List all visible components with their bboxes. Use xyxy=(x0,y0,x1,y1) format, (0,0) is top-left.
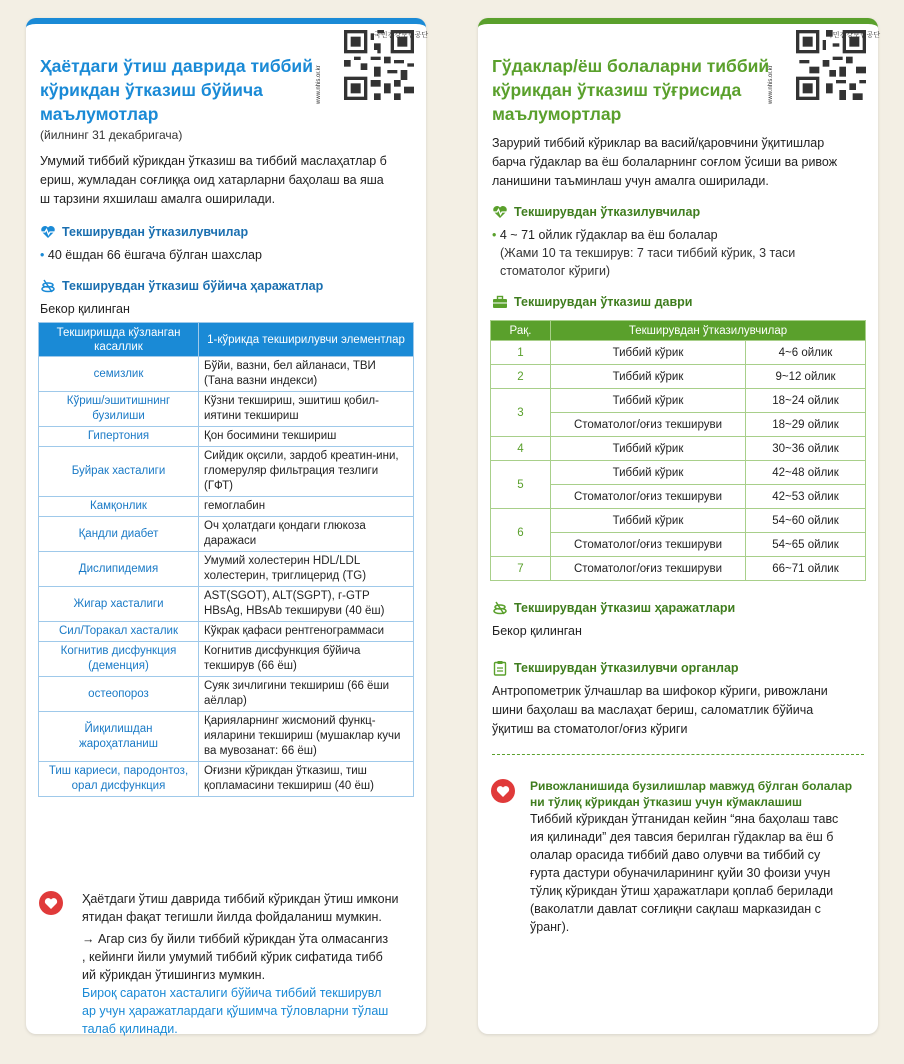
number-cell: 6 xyxy=(491,509,551,557)
title-line: Гўдаклар/ёш болаларни тиббий xyxy=(492,56,770,76)
number-cell: 7 xyxy=(491,557,551,581)
table-row xyxy=(39,427,414,447)
items-cell: Оч ҳолатдаги қондаги глюкоза даражаси xyxy=(199,517,414,552)
disease-cell: Йиқилишдан жароҳатланиш xyxy=(39,712,199,762)
items-cell: Бўйи, вазни, бел айланаси, ТВИ (Тана вазни индекси) xyxy=(199,357,414,392)
exam-type-cell: Тиббий кўрик xyxy=(551,437,746,461)
section-orgs xyxy=(492,660,739,676)
note-line: → Агар сиз бу йили тиббий кўрикдан ўта олмасангиз xyxy=(82,932,389,946)
briefcase-icon xyxy=(492,294,508,310)
table-row xyxy=(39,392,414,427)
heart-pulse-icon xyxy=(492,204,508,220)
intro-line: барча гўдаклар ва ёш болаларнинг соғлом ўсиши ва ривож xyxy=(492,155,838,169)
note-block xyxy=(82,890,422,1038)
section-label: Текширувдан ўтказиш даври xyxy=(514,295,693,309)
subjects-item: • 4 ~ 71 ойлик гўдаклар ва ёш болалар (Жами 10 та текширув: 7 таси тиббий кўрик, 3 таси стоматолог кўриги) xyxy=(492,228,796,278)
qr-code-icon[interactable] xyxy=(344,30,414,100)
table-row xyxy=(39,622,414,642)
note-block xyxy=(530,778,874,936)
items-cell: Суяк зичлигини текшириш (66 ёши аёллар) xyxy=(199,677,414,712)
qr-org-label: 국민건강보험공단 xyxy=(826,32,881,39)
table-row xyxy=(39,517,414,552)
table-row xyxy=(491,437,866,461)
age-range-cell: 42~53 ойлик xyxy=(746,485,866,509)
items-cell: Қарияларнинг жисмоний функц-ияларини текшириш (мушаклар кучи ва мувозанат: 66 ёш) xyxy=(199,712,414,762)
exam-type-cell: Тиббий кўрик xyxy=(551,341,746,365)
exam-type-cell: Тиббий кўрик xyxy=(551,389,746,413)
note-line: ўранг). xyxy=(530,920,570,934)
section-period xyxy=(492,294,692,310)
age-range-cell: 66~71 ойлик xyxy=(746,557,866,581)
title-line: маълумортлар xyxy=(492,104,622,124)
age-range-cell: 18~29 ойлик xyxy=(746,413,866,437)
note-title-line: ни тўлиқ кўрикдан ўтказиш учун кўмаклашиш xyxy=(530,795,802,809)
disease-cell: Камқонлик xyxy=(39,497,199,517)
orgs-line: Антропометрик ўлчашлар ва шифокор кўриги, ривожлани xyxy=(492,684,828,698)
age-range-cell: 18~24 ойлик xyxy=(746,389,866,413)
subjects-detail-line: (Жами 10 та текширув: 7 таси тиббий кўрик, 3 таси xyxy=(500,246,796,260)
items-cell: Оғизни кўрикдан ўтказиш, тиш қопламасини текшириш (40 ёш) xyxy=(199,762,414,797)
header-items: 1-кўрикда текширилувчи элементлар xyxy=(199,323,414,357)
orgs-paragraph xyxy=(492,682,868,739)
title-line: кўрикдан ўтказиш тўғрисида xyxy=(492,80,742,100)
qr-url-label: www.nhis.or.kr xyxy=(316,65,322,104)
disease-cell: Когнитив дисфункция (деменция) xyxy=(39,642,199,677)
table-row xyxy=(39,447,414,497)
items-cell: Когнитив дисфункция бўйича текширув (66 ёш) xyxy=(199,642,414,677)
note-line: ар учун ҳаражатлардаги қўшимча тўловларни тўлаш xyxy=(82,1004,389,1018)
subjects-text: 40 ёшдан 66 ёшгача бўлган шахслар xyxy=(47,248,262,262)
intro-paragraph xyxy=(492,134,868,191)
intro-line: Умумий тиббий кўрикдан ўтказиш ва тиббий маслаҳатлар б xyxy=(40,154,387,168)
exam-type-cell: Тиббий кўрик xyxy=(551,461,746,485)
disease-cell: Жигар хасталиги xyxy=(39,587,199,622)
intro-line: ериш, жумладан соғлиққа оид хатарларни баҳолаш ва яша xyxy=(40,173,384,187)
header-disease: Текширишда кўзланган касаллик xyxy=(39,323,199,357)
note-line: Ҳаётдаги ўтиш даврида тиббий кўрикдан ўтиш имкони xyxy=(82,892,399,906)
disease-cell: Қандли диабет xyxy=(39,517,199,552)
disease-cell: остеопороз xyxy=(39,677,199,712)
intro-line: ланишини таъминлаш учун амалга оширилади. xyxy=(492,174,769,188)
table-row xyxy=(39,712,414,762)
disease-cell: Сил/Торакал хасталик xyxy=(39,622,199,642)
exam-type-cell: Стоматолог/оғиз текшируви xyxy=(551,413,746,437)
heart-pulse-icon xyxy=(40,224,56,240)
qr-code-icon[interactable] xyxy=(796,30,866,100)
disease-cell: Буйрак хасталиги xyxy=(39,447,199,497)
note-title-line: Ривожланишида бузилишлар мавжуд бўлган болалар xyxy=(530,779,853,793)
table-row xyxy=(491,461,866,485)
disease-cell: Кўриш/эшитишнинг бузилиши xyxy=(39,392,199,427)
orgs-line: шини баҳолаш ва маслаҳат бериш, саломатлик бўйича xyxy=(492,703,814,717)
disease-table xyxy=(38,322,414,797)
section-label: Текширувдан ўтказилувчилар xyxy=(514,205,701,219)
title-line: кўрикдан ўтказиш бўйича xyxy=(40,80,263,100)
age-range-cell: 30~36 ойлик xyxy=(746,437,866,461)
section-label: Текширувдан ўтказилувчилар xyxy=(62,225,249,239)
table-row xyxy=(491,509,866,533)
table-row xyxy=(39,677,414,712)
table-row xyxy=(491,389,866,413)
table-row xyxy=(39,497,414,517)
qr-url-label: www.nhis.or.kr xyxy=(768,65,774,104)
heart-note-icon xyxy=(490,778,516,804)
heart-note-icon xyxy=(38,890,64,916)
costs-text: Бекор қилинган xyxy=(40,302,130,316)
exam-type-cell: Стоматолог/оғиз текшируви xyxy=(551,533,746,557)
left-info-card xyxy=(26,18,429,1036)
note-line: талаб қилинади. xyxy=(82,1022,178,1036)
orgs-line: ўқитиш ва стоматолог/оғиз кўриги xyxy=(492,722,688,736)
age-range-cell: 54~65 ойлик xyxy=(746,533,866,557)
note-line: ий кўрикдан ўтишингиз мумкин. xyxy=(82,968,266,982)
section-subjects xyxy=(40,224,248,240)
table-row xyxy=(491,557,866,581)
clipboard-icon xyxy=(492,660,508,676)
note-line: Бироқ саратон хасталиги бўйича тиббий текширувл xyxy=(82,986,382,1000)
coins-icon xyxy=(40,278,56,294)
title-line: Ҳаётдаги ўтиш даврида тиббий xyxy=(40,56,313,76)
divider xyxy=(492,754,864,755)
intro-line: ш тарзини яхшилаш амалга оширилади. xyxy=(40,192,276,206)
disease-cell: Дислипидемия xyxy=(39,552,199,587)
items-cell: AST(SGOT), ALT(SGPT), г-GTP HBsAg, HBsAb текшируви (40 ёш) xyxy=(199,587,414,622)
note-line: тўлиқ кўрикдан ўтиш ҳаражатлари қоплаб берилади xyxy=(530,884,834,898)
page-title xyxy=(40,54,313,126)
exam-type-cell: Тиббий кўрик xyxy=(551,509,746,533)
section-costs xyxy=(492,600,735,616)
section-label: Текширувдан ўтказиш ҳаражатлари xyxy=(514,601,736,615)
subjects-item: • 40 ёшдан 66 ёшгача бўлган шахслар xyxy=(40,248,262,262)
coins-icon xyxy=(492,600,508,616)
items-cell: гемоглабин xyxy=(199,497,414,517)
table-row xyxy=(39,762,414,797)
subjects-detail-line: стоматолог кўриги) xyxy=(500,264,611,278)
items-cell: Кўзни текшириш, эшитиш қобил-иятини текшириш xyxy=(199,392,414,427)
qr-org-label: 국민건강보험공단 xyxy=(374,32,429,39)
right-info-card xyxy=(478,18,881,1034)
items-cell: Қон босимини текшириш xyxy=(199,427,414,447)
items-cell: Умумий холестерин HDL/LDL холестерин, триглицерид (TG) xyxy=(199,552,414,587)
note-line: , кейинги йили умумий тиббий кўрик сифатида тибб xyxy=(82,950,383,964)
page-title xyxy=(492,54,769,126)
age-range-cell: 54~60 ойлик xyxy=(746,509,866,533)
intro-line: Зарурий тиббий кўриклар ва васий/қаровчини ўқитишлар xyxy=(492,136,825,150)
intro-paragraph xyxy=(40,152,416,209)
age-range-cell: 4~6 ойлик xyxy=(746,341,866,365)
section-costs xyxy=(40,278,323,294)
note-line: (ваколатли давлат соғлиқни сақлаш марказидан с xyxy=(530,902,821,916)
table-row xyxy=(39,642,414,677)
header-exams: Текширувдан ўтказилувчилар xyxy=(551,321,866,341)
table-header-row xyxy=(39,323,414,357)
title-line: маълумотлар xyxy=(40,104,159,124)
costs-text: Бекор қилинган xyxy=(492,624,582,638)
items-cell: Кўкрак қафаси рентгенограммаси xyxy=(199,622,414,642)
note-line: олалар орасида тиббий даво олувчи ва тиббий су xyxy=(530,848,821,862)
note-line: Тиббий кўрикдан ўтганидан кейин “яна баҳолаш тавс xyxy=(530,812,839,826)
number-cell: 4 xyxy=(491,437,551,461)
table-row xyxy=(491,365,866,389)
number-cell: 5 xyxy=(491,461,551,509)
subjects-text: 4 ~ 71 ойлик гўдаклар ва ёш болалар xyxy=(499,228,718,242)
section-subjects xyxy=(492,204,700,220)
exam-type-cell: Стоматолог/оғиз текшируви xyxy=(551,485,746,509)
number-cell: 1 xyxy=(491,341,551,365)
number-cell: 3 xyxy=(491,389,551,437)
section-label: Текширувдан ўтказиш бўйича ҳаражатлар xyxy=(62,279,324,293)
disease-cell: Тиш кариеси, пародонтоз, орал дисфункция xyxy=(39,762,199,797)
note-line: ғурта дастури обуначиларининг қуйи 30 фоизи учун xyxy=(530,866,831,880)
number-cell: 2 xyxy=(491,365,551,389)
table-row xyxy=(491,341,866,365)
section-label: Текширувдан ўтказилувчи органлар xyxy=(514,661,739,675)
age-range-cell: 9~12 ойлик xyxy=(746,365,866,389)
table-header-row xyxy=(491,321,866,341)
note-line: ия қилинади” дея тавсия берилган гўдаклар ва ёш б xyxy=(530,830,834,844)
table-row xyxy=(39,587,414,622)
note-line: ятидан фақат тегишли йилда фойдаланиш мумкин. xyxy=(82,910,382,924)
disease-cell: Гипертония xyxy=(39,427,199,447)
exam-type-cell: Стоматолог/оғиз текшируви xyxy=(551,557,746,581)
header-number: Рақ. xyxy=(491,321,551,341)
disease-cell: семизлик xyxy=(39,357,199,392)
exam-type-cell: Тиббий кўрик xyxy=(551,365,746,389)
items-cell: Сийдик оқсили, зардоб креатин-ини, гломеруляр фильтрация тезлиги (ГФТ) xyxy=(199,447,414,497)
table-row xyxy=(39,357,414,392)
schedule-table xyxy=(490,320,866,581)
date-subtitle: (йилнинг 31 декабригача) xyxy=(40,128,183,142)
age-range-cell: 42~48 ойлик xyxy=(746,461,866,485)
table-row xyxy=(39,552,414,587)
